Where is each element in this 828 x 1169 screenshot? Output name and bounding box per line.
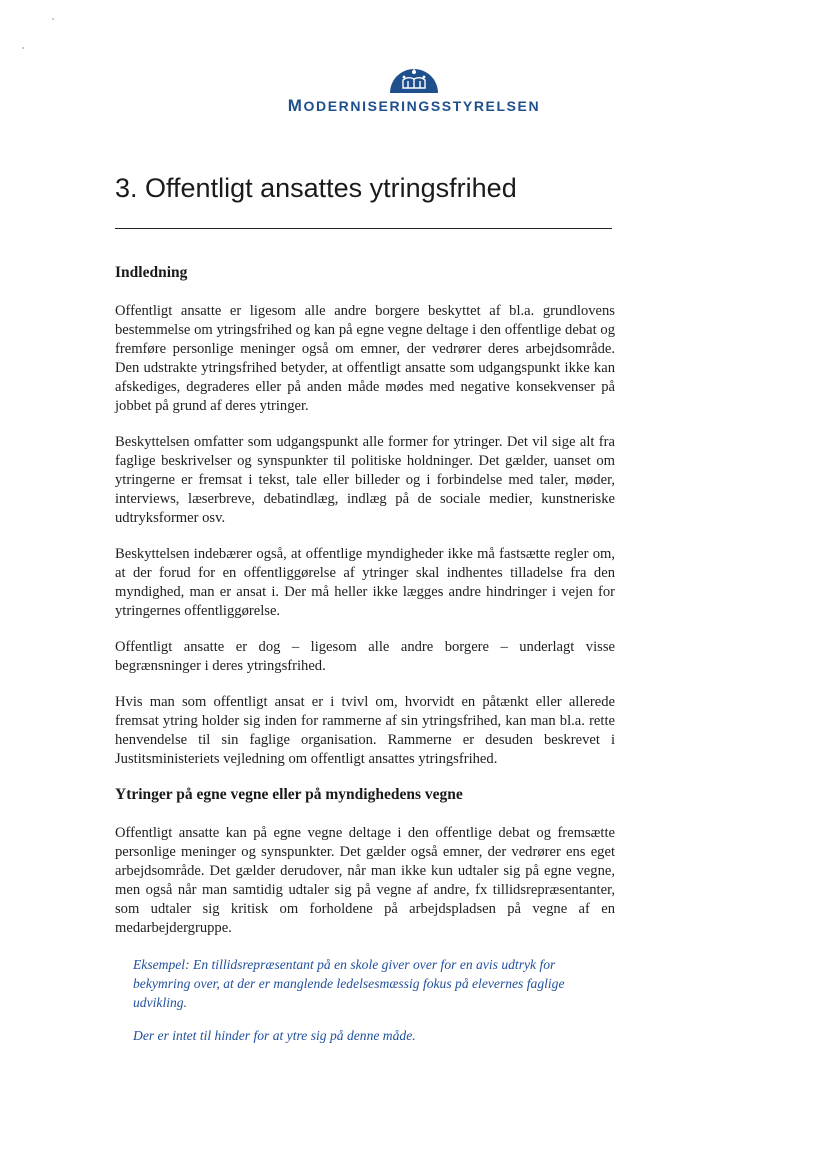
section-heading: Indledning	[115, 264, 188, 281]
document-body	[115, 264, 615, 1059]
crown-icon	[386, 60, 442, 94]
agency-logo	[0, 60, 828, 116]
agency-name: MODERNISERINGSSTYRELSEN	[287, 96, 541, 115]
title-divider	[115, 228, 612, 229]
section-heading: Ytringer på egne vegne eller på myndighedens vegne	[115, 786, 463, 803]
example-conclusion: Der er intet til hinder for at ytre sig på denne måde.	[133, 1028, 416, 1043]
paragraph: Hvis man som offentligt ansat er i tvivl om, hvorvidt en påtænkt eller allerede fremsat ytring holder sig inden for rammerne af sin ytringsfrihed, kan man bl.a. rette henvendelse til sin faglige organisation. Rammerne er desuden beskrevet i Justitsministeriets vejledning om offentligt ansattes ytringsfrihed.	[115, 694, 615, 767]
example-text: Eksempel: En tillidsrepræsentant på en skole giver over for en avis udtryk for bekymring over, at der er manglende ledelsesmæssig fokus på elevernes faglige udvikling.	[133, 957, 565, 1010]
paragraph: Offentligt ansatte er dog – ligesom alle andre borgere – underlagt visse begrænsninger i deres ytringsfrihed.	[115, 639, 615, 674]
paragraph: Beskyttelsen omfatter som udgangspunkt alle former for ytringer. Det vil sige alt fra faglige beskrivelser og synspunkter til politiske holdninger. Det gælder, uanset om ytringerne er fremsat i tekst, tale eller billeder og i forbindelse med taler, møder, interviews, læserbreve, debatindlæg, indlæg på de sociale medier, kunstneriske udtryksformer osv.	[115, 434, 615, 526]
paragraph: Beskyttelsen indebærer også, at offentlige myndigheder ikke må fastsætte regler om, at der forud for en offentliggørelse af ytringer skal indhentes tilladelse fra den myndighed, man er ansat i. Der må heller ikke lægges andre hindringer i vejen for ytringernes offentliggørelse.	[115, 546, 615, 619]
paragraph: Offentligt ansatte er ligesom alle andre borgere beskyttet af bl.a. grundlovens bestemmelse om ytringsfrihed og kan på egne vegne deltage i den offentlige debat og fremføre personlige meninger også om emner, der vedrører deres arbejdsområde. Den udstrakte ytringsfrihed betyder, at offentligt ansatte som udgangspunkt ikke kan afskediges, degraderes eller på anden måde mødes med negative konsekvenser på jobbet på grund af deres ytringer.	[115, 303, 615, 414]
paragraph: Offentligt ansatte kan på egne vegne deltage i den offentlige debat og fremsætte personlige meninger og synspunkter. Det gælder også emner, der vedrører ens eget arbejdsområde. Det gælder derudover, når man ikke kun udtaler sig på egne vegne, men også når man samtidig udtaler sig på vegne af andre, fx tillidsrepræsentanter, som udtaler sig kritisk om forholdene på arbejdspladsen på vegne af en medarbejdergruppe.	[115, 825, 615, 936]
chapter-title: 3. Offentligt ansattes ytringsfrihed	[115, 173, 517, 203]
